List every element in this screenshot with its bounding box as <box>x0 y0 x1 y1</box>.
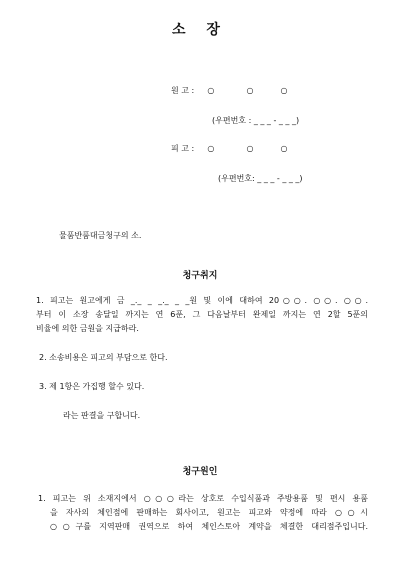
claim-cause-item-1-line-1: 1. 피고는 위 소재지에서 ○○○라는 상호로 수입식품과 주방용품 및 편시 용품 <box>38 494 368 503</box>
claim-cause-item-1-line-2: 을 자사의 체인점에 판매하는 회사이고, 원고는 피고와 약정에 따라 ○○시 <box>50 508 368 517</box>
claim-purpose-item-2: 2. 소송비용은 피고의 부담으로 한다. <box>39 353 168 362</box>
plaintiff-postal-code: (우편번호 : _ _ _ - _ _ _) <box>212 116 300 125</box>
claim-cause-heading: 청구원인 <box>182 467 218 477</box>
plaintiff-mark-1: ○ <box>207 86 215 95</box>
claim-cause-item-1 <box>38 492 368 534</box>
claim-purpose-item-3: 3. 제 1항은 가집행 할수 있다. <box>39 382 145 391</box>
claim-cause-item-1-line-3: ○○구를 지역판매 권역으로 하여 체인스토아 계약을 체결한 대리점주입니다. <box>50 522 368 531</box>
claim-purpose-item-1-line-3: 비율에 의한 금원을 지급하라. <box>36 324 139 333</box>
case-subject: 물품반품대금청구의 소. <box>59 231 142 240</box>
claim-purpose-item-1-line-2: 부터 이 소장 송달일 까지는 연 6푼, 그 다음날부터 완제일 까지는 연 2할 5푼의 <box>36 310 368 319</box>
claim-purpose-heading: 청구취지 <box>182 271 218 281</box>
plaintiff-mark-3: ○ <box>280 86 288 95</box>
claim-purpose-closing: 라는 판결을 구합니다. <box>63 411 141 420</box>
plaintiff-label: 원 고 : <box>171 86 195 95</box>
defendant-label: 피 고 : <box>171 144 195 153</box>
defendant-mark-2: ○ <box>246 144 254 153</box>
defendant-postal-code: (우편번호: _ _ _ - _ _ _) <box>218 174 303 183</box>
plaintiff-row <box>171 85 307 96</box>
claim-purpose-item-1 <box>36 294 368 336</box>
plaintiff-mark-2: ○ <box>246 86 254 95</box>
document-title: 소 장 <box>172 22 228 38</box>
claim-purpose-item-1-line-1: 1. 피고는 원고에게 금 _._ _ _._ _ _원 및 이에 대하여 20○○. ○○. ○○. <box>36 296 368 305</box>
defendant-row <box>171 143 307 154</box>
defendant-mark-1: ○ <box>207 144 215 153</box>
defendant-mark-3: ○ <box>280 144 288 153</box>
